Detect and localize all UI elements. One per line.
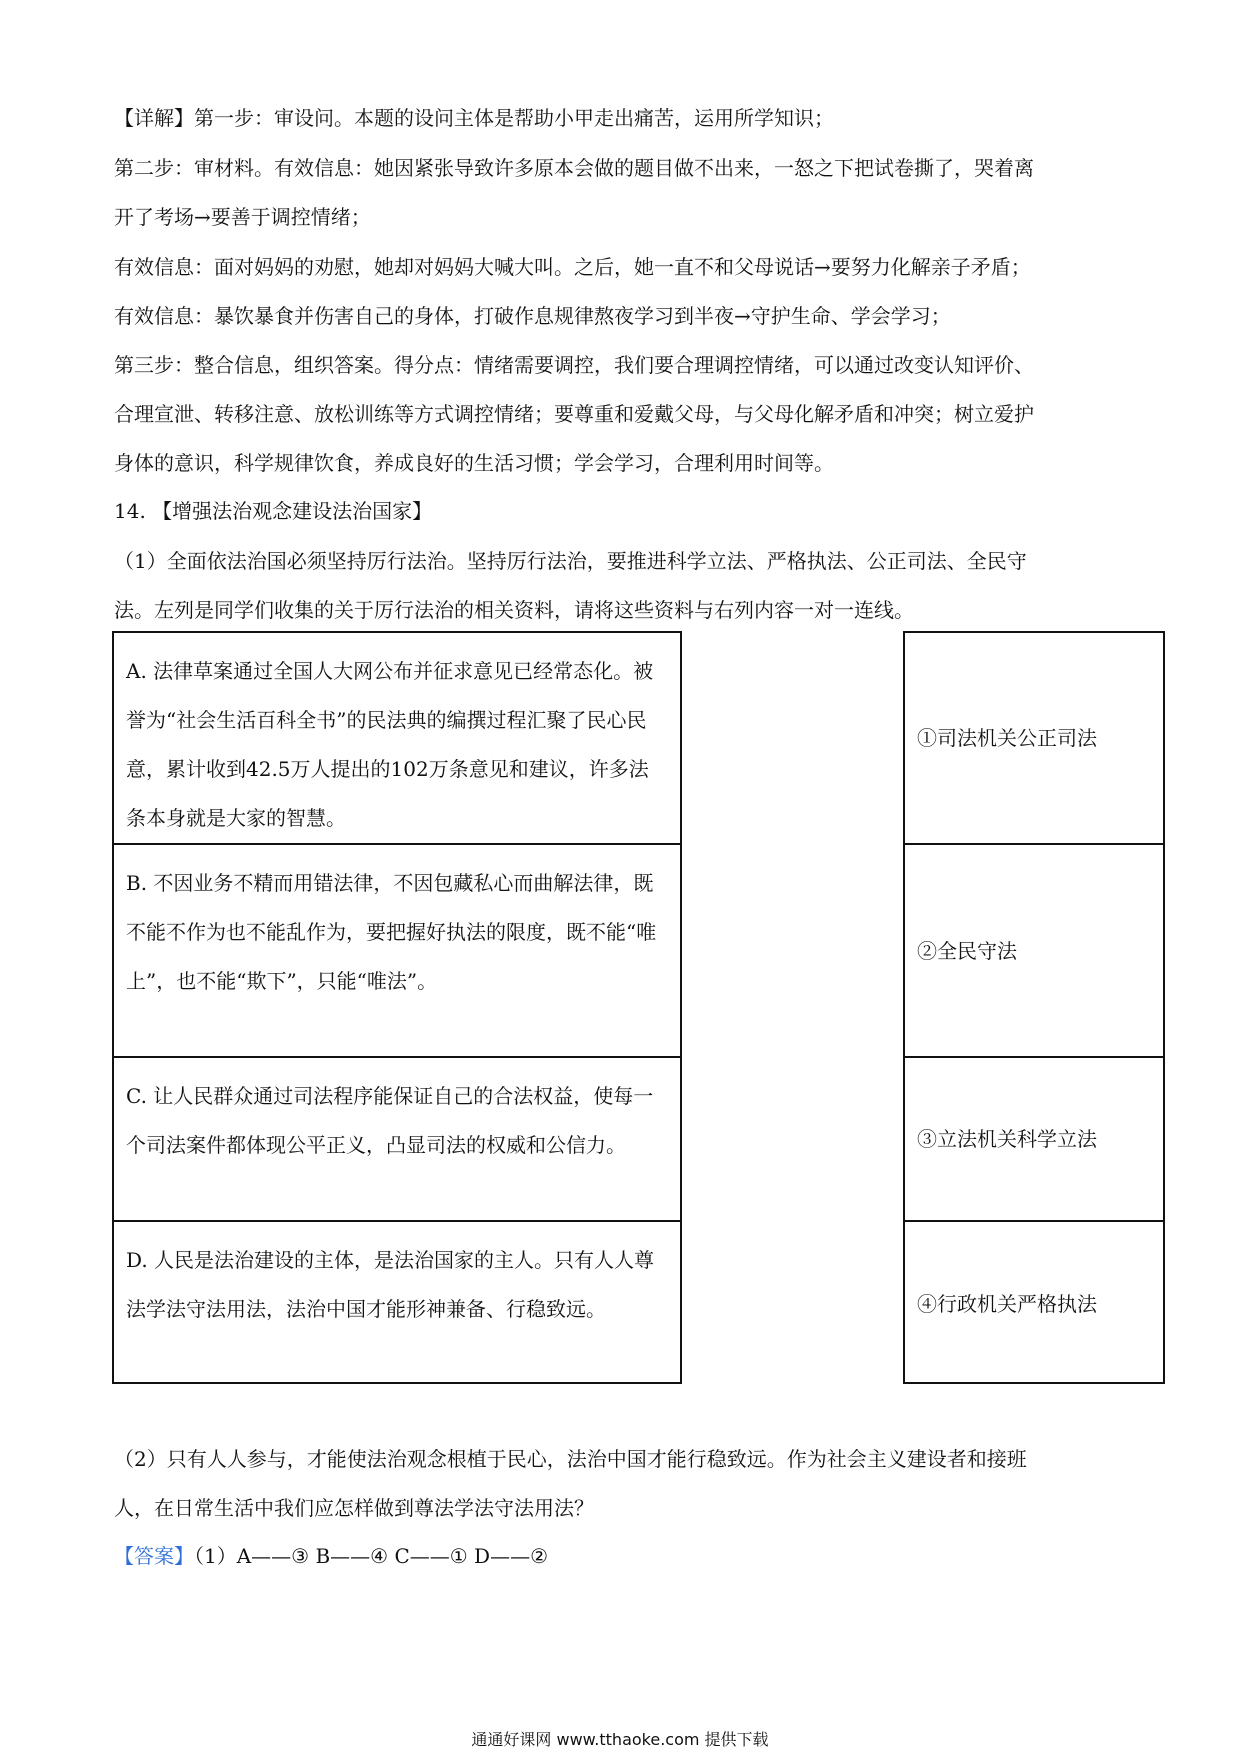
right-item-text: ④行政机关严格执法 xyxy=(917,1292,1097,1316)
answer-text: （1）A——③ B——④ C——① D——② xyxy=(194,1544,548,1568)
right-item-4 xyxy=(905,1222,1163,1386)
question-part1-line: （1）全面依法治国必须坚持厉行法治。坚持厉行法治，要推进科学立法、严格执法、公正司法、全民守 xyxy=(114,549,1027,573)
left-item-b xyxy=(114,845,680,1058)
analysis-line: 第二步：审材料。有效信息：她因紧张导致许多原本会做的题目做不出来，一怒之下把试卷撕了，哭着离 xyxy=(114,156,1034,180)
right-item-text: ③立法机关科学立法 xyxy=(917,1127,1097,1151)
right-item-3 xyxy=(905,1058,1163,1222)
left-item-text: A. 法律草案通过全国人大网公布并征求意见已经常态化。被誉为“社会生活百科全书”的民法典的编撰过程汇聚了民心民意，累计收到42.5万人提出的102万条意见和建议，许多法条本身就是大家的智慧。 xyxy=(126,659,654,830)
analysis-line: 【详解】第一步：审设问。本题的设问主体是帮助小甲走出痛苦，运用所学知识； xyxy=(114,106,834,130)
question-part2-line: 人，在日常生活中我们应怎样做到尊法学法守法用法？ xyxy=(114,1496,594,1520)
left-item-a xyxy=(114,633,680,845)
analysis-line: 第三步：整合信息，组织答案。得分点：情绪需要调控，我们要合理调控情绪，可以通过改变认知评价、 xyxy=(114,353,1034,377)
right-item-1 xyxy=(905,633,1163,845)
analysis-line: 身体的意识，科学规律饮食，养成良好的生活习惯；学会学习，合理利用时间等。 xyxy=(114,451,834,475)
answer-label: 【答案】 xyxy=(114,1544,194,1568)
analysis-line: 有效信息：暴饮暴食并伤害自己的身体，打破作息规律熬夜学习到半夜→守护生命、学会学习； xyxy=(114,304,951,328)
answer-line xyxy=(114,1542,548,1570)
right-item-text: ②全民守法 xyxy=(917,938,1017,963)
analysis-line: 合理宣泄、转移注意、放松训练等方式调控情绪；要尊重和爱戴父母，与父母化解矛盾和冲突；树立爱护 xyxy=(114,402,1034,426)
left-item-text: B. 不因业务不精而用错法律，不因包藏私心而曲解法律，既不能不作为也不能乱作为，要把握好执法的限度，既不能“唯上”，也不能“欺下”，只能“唯法”。 xyxy=(126,871,657,993)
question-part1-line: 法。左列是同学们收集的关于厉行法治的相关资料，请将这些资料与右列内容一对一连线。 xyxy=(114,598,914,622)
left-item-d xyxy=(114,1222,680,1386)
right-item-2 xyxy=(905,845,1163,1058)
right-column-table xyxy=(903,631,1165,1384)
left-item-text: D. 人民是法治建设的主体，是法治国家的主人。只有人人尊法学法守法用法，法治中国才能形神兼备、行稳致远。 xyxy=(126,1248,655,1321)
right-item-text: ①司法机关公正司法 xyxy=(917,726,1097,750)
analysis-line: 有效信息：面对妈妈的劝慰，她却对妈妈大喊大叫。之后，她一直不和父母说话→要努力化解亲子矛盾； xyxy=(114,255,1031,279)
left-item-c xyxy=(114,1058,680,1222)
left-column-table xyxy=(112,631,682,1384)
question-part2-line: （2）只有人人参与，才能使法治观念根植于民心，法治中国才能行稳致远。作为社会主义建设者和接班 xyxy=(114,1447,1027,1471)
analysis-line: 开了考场→要善于调控情绪； xyxy=(114,205,371,229)
question-title: 14. 【增强法治观念建设法治国家】 xyxy=(114,499,433,523)
page-footer: 通通好课网 www.tthaoke.com 提供下载 xyxy=(471,1730,769,1749)
left-item-text: C. 让人民群众通过司法程序能保证自己的合法权益，使每一个司法案件都体现公平正义，凸显司法的权威和公信力。 xyxy=(126,1084,654,1157)
